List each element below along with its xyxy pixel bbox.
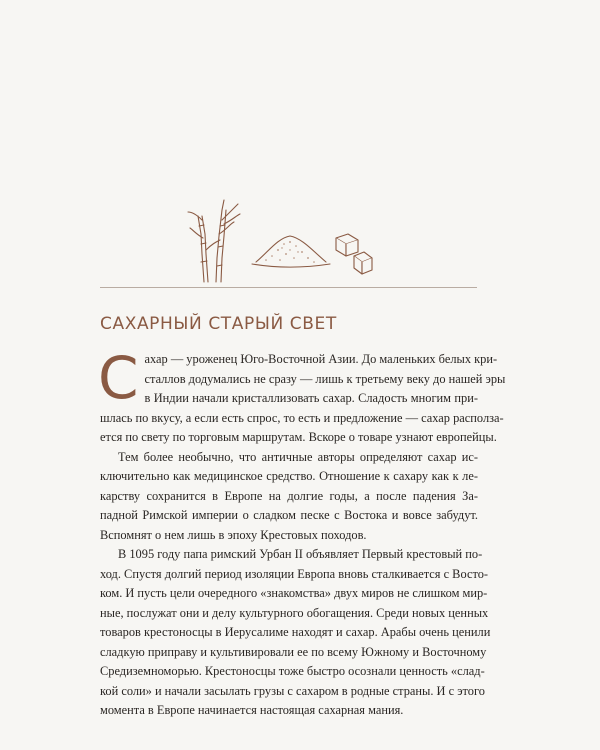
sugar-illustration <box>186 194 376 284</box>
drop-cap: С <box>98 344 139 412</box>
text-line: сталлов додумались не сразу — лишь к третьему веку до нашей эры <box>144 371 506 386</box>
text-line: кой соли» и начали засылать грузы с сахаром в родные страны. И с этого <box>100 683 485 698</box>
text-line: ключительно как медицинское средство. Отношение к сахару как к ле- <box>100 469 478 483</box>
text-line: ется по свету по торговым маршрутам. Вскоре о товаре узнают европейцы. <box>100 430 497 444</box>
text-line: в Индии начали кристаллизовать сахар. Сладость многим при- <box>144 391 478 405</box>
text-line: падной Римской империи о сладком песке с Востока и вовсе забудут. <box>100 508 478 522</box>
paragraph-2 <box>100 448 478 546</box>
text-line: ахар — уроженец Юго-Восточной Азии. До маленьких белых кри- <box>144 352 498 366</box>
text-line: Тем более необычно, что античные авторы определяют сахар ис- <box>118 449 478 464</box>
text-line: Вспомнят о нем лишь в эпоху Крестовых походов. <box>100 527 367 542</box>
text-line: товаров крестоносцы в Иерусалиме находят и сахар. Арабы очень ценили <box>100 625 491 639</box>
section-heading: САХАРНЫЙ СТАРЫЙ СВЕТ <box>100 314 337 334</box>
text-line: сладкую приправу и культивировали ее по всему Южному и Восточному <box>100 644 487 659</box>
text-line: ком. И пусть цели очередного «знакомства» двух миров не слишком мир- <box>100 586 488 600</box>
sugarcane-icon <box>188 200 240 282</box>
text-line: ход. Спустя долгий период изоляции Европа вновь сталкивается с Восто- <box>100 566 489 581</box>
section-divider <box>100 287 477 288</box>
text-line: шлась по вкусу, а если есть спрос, то есть и предложение — сахар располза- <box>100 410 504 425</box>
paragraph-1 <box>98 344 506 448</box>
text-line: Средиземноморью. Крестоносцы тоже быстро осознали ценность «слад- <box>100 664 485 678</box>
sugar-pile-icon <box>252 236 330 267</box>
paragraph-3 <box>100 545 491 721</box>
sugar-cubes-icon <box>336 234 372 274</box>
text-line: В 1095 году папа римский Урбан II объявляет Первый крестовый по- <box>118 547 483 561</box>
body-text <box>98 344 506 721</box>
text-line: ные, послужат они и делу культурного обогащения. Среди новых ценных <box>100 605 489 620</box>
text-line: карству сохранится в Европе на долгие годы, а после падения За- <box>100 488 478 503</box>
text-line: момента в Европе начинается настоящая сахарная мания. <box>100 703 404 717</box>
